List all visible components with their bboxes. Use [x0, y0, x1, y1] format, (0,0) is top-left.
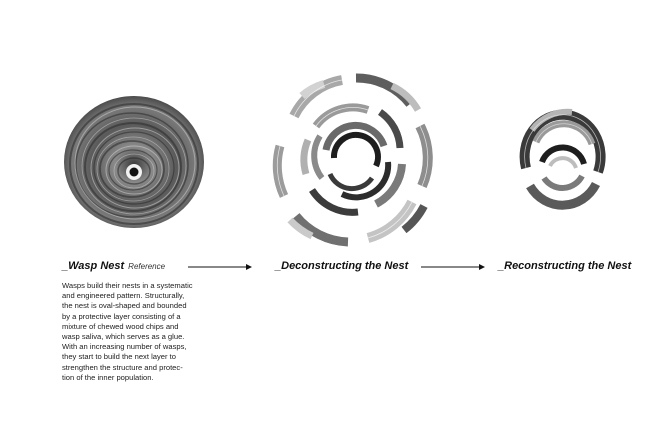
description-line: and engineered pattern. Structurally,: [62, 291, 185, 301]
deconstructed-nest-image: [272, 66, 437, 252]
description-line: they start to build the next layer to: [62, 352, 176, 362]
caption-reconstructing-prefix: _: [498, 260, 505, 272]
description-line: Wasps build their nests in a systematic: [62, 281, 193, 290]
description-paragraph: [62, 281, 222, 383]
wasp-nest-image: [62, 92, 207, 232]
caption-deconstructing-prefix: _: [275, 260, 282, 272]
description-line: mixture of chewed wood chips and: [62, 321, 179, 331]
arrow-to-deconstructing: [188, 262, 252, 272]
nest-entrance-hole: [130, 168, 139, 177]
description-line: With an increasing number of wasps,: [62, 342, 187, 352]
arrow-to-reconstructing: [421, 262, 485, 272]
description-line: wasp saliva, which serves as a glue.: [62, 332, 185, 342]
caption-deconstructing: [275, 260, 408, 272]
description-line: tion of the inner population.: [62, 372, 154, 382]
caption-wasp-nest-reference: Reference: [128, 262, 166, 271]
caption-wasp-nest: [62, 260, 165, 272]
caption-wasp-nest-title: Wasp Nest: [68, 260, 125, 272]
caption-reconstructing: [498, 260, 631, 272]
caption-wasp-nest-prefix: _: [62, 260, 69, 272]
caption-reconstructing-title: Reconstructing the Nest: [504, 260, 632, 272]
description-line: by a protective layer consisting of a: [62, 311, 181, 321]
description-line: strengthen the structure and protec-: [62, 362, 183, 372]
caption-deconstructing-title: Deconstructing the Nest: [281, 260, 409, 272]
reconstructed-nest-image: [512, 102, 612, 218]
description-line: the nest is oval-shaped and bounded: [62, 301, 187, 311]
